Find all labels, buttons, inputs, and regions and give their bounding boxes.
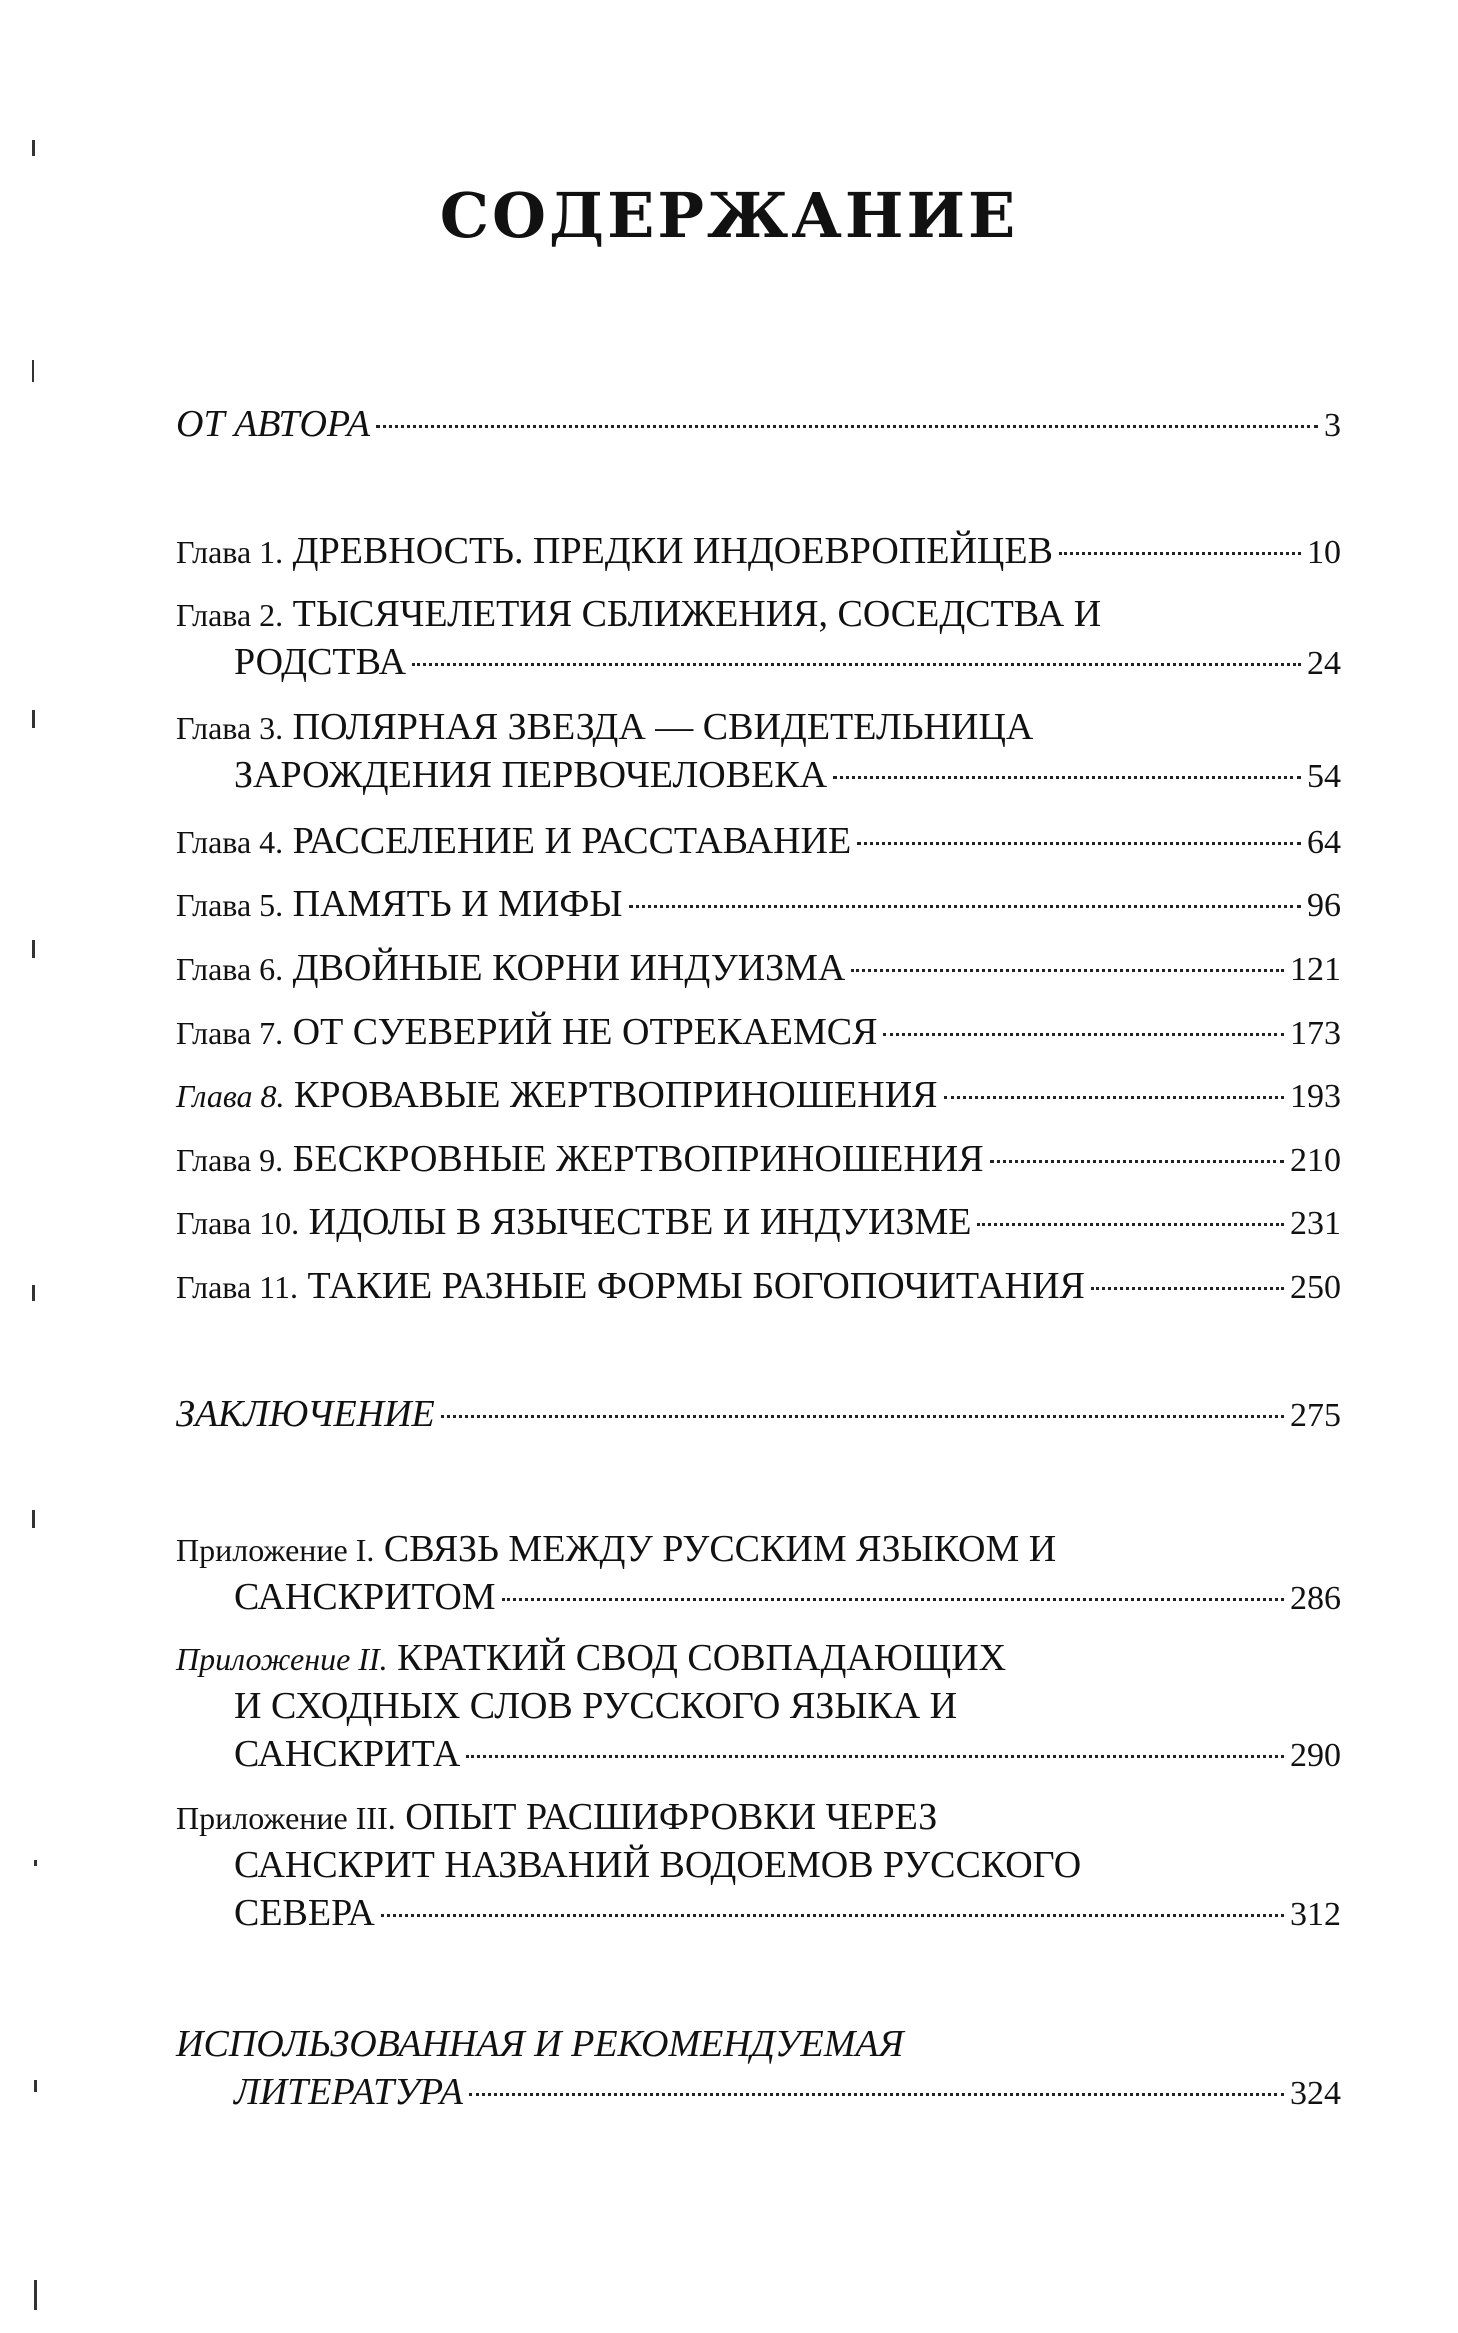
toc-entry-chapter-11 [176, 1262, 1341, 1310]
toc-entry-title: БЕСКРОВНЫЕ ЖЕРТВОПРИНОШЕНИЯ [292, 1138, 984, 1180]
toc-entry-prefix: Глава 10. [176, 1205, 300, 1241]
toc-entry-prefix: Глава 3. [176, 710, 284, 746]
toc-entry-title: КРОВАВЫЕ ЖЕРТВОПРИНОШЕНИЯ [294, 1074, 938, 1116]
toc-entry-title-cont: ЗАРОЖДЕНИЯ ПЕРВОЧЕЛОВЕКА [234, 754, 828, 796]
scan-speck [32, 1285, 35, 1301]
toc-entry-literature [176, 2020, 1341, 2116]
dot-leader [376, 425, 1318, 428]
toc-entry-title: ДРЕВНОСТЬ. ПРЕДКИ ИНДОЕВРОПЕЙЦЕВ [292, 530, 1053, 572]
toc-page-number: 250 [1290, 1269, 1341, 1306]
dot-leader [977, 1223, 1284, 1226]
toc-entry-title: ОПЫТ РАСШИФРОВКИ ЧЕРЕЗ [405, 1796, 938, 1838]
toc-entry-title-cont: САНСКРИТА [234, 1733, 461, 1775]
toc-page-number: 121 [1290, 951, 1341, 988]
toc-entry-title: ТАКИЕ РАЗНЫЕ ФОРМЫ БОГОПОЧИТАНИЯ [307, 1265, 1085, 1307]
dot-leader [469, 2093, 1284, 2096]
toc-page-number: 3 [1324, 407, 1341, 444]
toc-entry-title: ТЫСЯЧЕЛЕТИЯ СБЛИЖЕНИЯ, СОСЕДСТВА И [292, 593, 1102, 635]
toc-page-number: 290 [1290, 1737, 1341, 1774]
toc-entry-title: СВЯЗЬ МЕЖДУ РУССКИМ ЯЗЫКОМ И [383, 1528, 1057, 1570]
toc-entry-title: ОТ АВТОРА [176, 403, 370, 445]
toc-entry-prefix: Глава 5. [176, 887, 284, 923]
scan-speck [34, 2280, 37, 2310]
page-title: СОДЕРЖАНИЕ [439, 179, 1019, 252]
dot-leader [502, 1598, 1284, 1601]
toc-entry-title-cont: РОДСТВА [234, 641, 407, 683]
toc-entry-conclusion [176, 1390, 1341, 1438]
dot-leader [466, 1755, 1284, 1758]
toc-entry-chapter-6 [176, 944, 1341, 992]
toc-entry-prefix: Глава 9. [176, 1142, 284, 1178]
toc-entry-chapter-7 [176, 1008, 1341, 1056]
toc-page-number: 231 [1290, 1205, 1341, 1242]
toc-entry-prefix: Приложение II. [176, 1641, 388, 1677]
toc-page-number: 312 [1290, 1896, 1341, 1933]
toc-page-number: 286 [1290, 1580, 1341, 1617]
toc-page-number: 275 [1290, 1397, 1341, 1434]
toc-entry-appendix-1 [176, 1525, 1341, 1621]
scan-speck [32, 940, 35, 958]
toc-entry-title: КРАТКИЙ СВОД СОВПАДАЮЩИХ [397, 1637, 1007, 1679]
toc-entry-chapter-2 [176, 590, 1341, 686]
toc-entry-chapter-5 [176, 880, 1341, 928]
dot-leader [883, 1033, 1284, 1036]
dot-leader [441, 1415, 1284, 1418]
toc-entry-title: ОТ СУЕВЕРИЙ НЕ ОТРЕКАЕМСЯ [292, 1011, 878, 1053]
scan-speck [32, 710, 35, 728]
toc-entry-title-cont: САНСКРИТОМ [234, 1576, 496, 1618]
toc-page-number: 24 [1307, 645, 1341, 682]
toc-entry-chapter-1 [176, 527, 1341, 575]
dot-leader [412, 663, 1301, 666]
toc-page-number: 324 [1290, 2075, 1341, 2112]
toc-entry-prefix: Глава 8. [176, 1078, 285, 1114]
dot-leader [1091, 1287, 1284, 1290]
dot-leader [944, 1096, 1284, 1099]
dot-leader [629, 905, 1301, 908]
toc-entry-prefix: Глава 11. [176, 1269, 298, 1305]
toc-entry-chapter-10 [176, 1198, 1341, 1246]
toc-page-number: 10 [1307, 534, 1341, 571]
toc-page-number: 64 [1307, 824, 1341, 861]
toc-entry-title-cont: СЕВЕРА [234, 1892, 375, 1934]
toc-entry-title: ДВОЙНЫЕ КОРНИ ИНДУИЗМА [292, 947, 846, 989]
dot-leader [833, 776, 1301, 779]
toc-entry-title-cont: ЛИТЕРАТУРА [234, 2071, 463, 2113]
dot-leader [1059, 552, 1301, 555]
toc-entry-title-cont: И СХОДНЫХ СЛОВ РУССКОГО ЯЗЫКА И [234, 1685, 958, 1727]
toc-entry-prefix: Глава 1. [176, 534, 284, 570]
toc-entry-chapter-3 [176, 703, 1341, 799]
toc-page-number: 54 [1307, 758, 1341, 795]
toc-entry-title: ИДОЛЫ В ЯЗЫЧЕСТВЕ И ИНДУИЗМЕ [308, 1201, 972, 1243]
toc-entry-chapter-8 [176, 1071, 1341, 1119]
toc-entry-prefix: Приложение I. [176, 1532, 375, 1568]
toc-entry-chapter-4 [176, 817, 1341, 865]
dot-leader [381, 1914, 1284, 1917]
scan-speck [32, 1510, 35, 1528]
dot-leader [851, 969, 1284, 972]
toc-entry-prefix: Глава 4. [176, 824, 284, 860]
toc-entry-appendix-2 [176, 1634, 1341, 1778]
toc-page-number: 96 [1307, 887, 1341, 924]
toc-entry-title: ИСПОЛЬЗОВАННАЯ И РЕКОМЕНДУЕМАЯ [176, 2023, 904, 2065]
dot-leader [990, 1160, 1284, 1163]
toc-entry-prefix: Глава 7. [176, 1015, 284, 1051]
toc-entry-prefix: Глава 2. [176, 597, 284, 633]
toc-entry-prefix: Глава 6. [176, 951, 284, 987]
scan-speck [32, 360, 34, 382]
toc-entry-title: РАССЕЛЕНИЕ И РАССТАВАНИЕ [292, 820, 852, 862]
toc-page-number: 193 [1290, 1078, 1341, 1115]
toc-entry-title: ПОЛЯРНАЯ ЗВЕЗДА — СВИДЕТЕЛЬНИЦА [292, 706, 1034, 748]
scan-speck [34, 2080, 37, 2092]
toc-entry-prefix: Приложение III. [176, 1800, 396, 1836]
scan-speck [32, 140, 35, 156]
toc-entry-title: ЗАКЛЮЧЕНИЕ [176, 1393, 435, 1435]
toc-entry-chapter-9 [176, 1135, 1341, 1183]
toc-entry-title: ПАМЯТЬ И МИФЫ [292, 883, 623, 925]
toc-entry-title-cont: САНСКРИТ НАЗВАНИЙ ВОДОЕМОВ РУССКОГО [234, 1844, 1082, 1886]
toc-page-number: 210 [1290, 1142, 1341, 1179]
scan-speck [34, 1860, 37, 1866]
toc-entry-appendix-3 [176, 1793, 1341, 1937]
dot-leader [857, 842, 1301, 845]
toc-page-number: 173 [1290, 1015, 1341, 1052]
toc-entry-author [176, 400, 1341, 448]
